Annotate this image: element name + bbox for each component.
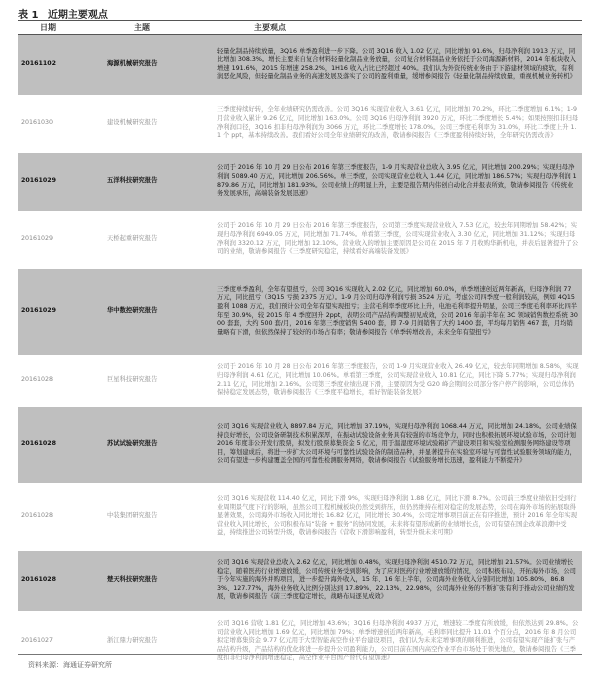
table-row (18, 35, 582, 95)
table-row (18, 211, 582, 269)
row-content: 公司于 2016 年 10 月 29 日公布 2016 年第三季度报告，公司第三季度实现营业收入 7.53 亿元，较去年同期增加 58.42%；实现归母净利润 6949.05 万元，同比增加 71.74%。单看第三季度，公司实现营业收入 3.30 亿元，同比增加 31.12%；实现归母净利润 3320.12 万元，同比增加 12.10%。营业收入的增加主要原因是公司在 2015 年 7 月收购华新机电，并表后显著提升了公司的业绩，敬请参阅报告《三季度研究稳定，持续看好高端装备发展》 (214, 211, 582, 269)
table-row (18, 269, 582, 355)
row-content: 公司 3Q16 营收 1.81 亿元，同比增加 43.6%；3Q16 归母净利润 4937 万元，增速较二季度有所放缓，但依然达到 29.8%。公司营业收入同比增加 1.69 亿元，同比增加 79%；单季增速创近两年新高，毛利率同比提升 11.01 个百分点，2016 年 8 月公司拟定增募集资金 9.77 亿元用于大型智能高空作业平台建设项目，我们认为未来定增事项的顺利推进，公司有望实现产能扩张与产品结构升级，产品结构的优化将进一步提升公司盈利能力，公司目前在国内高空作业平台市场处于领先地位，敬请参阅报告《三季度扣非归母净利润增速稳定，高空作业平台国产替代有望加速》 (214, 611, 582, 673)
header-date: 日期 (18, 21, 104, 35)
row-date: 20161102 (18, 35, 104, 95)
row-theme: 中装集团研究报告 (104, 483, 214, 551)
row-content: 三季度持续好转，全年业绩研究仍需改善。公司 3Q16 实现营业收入 3.61 亿元，同比增加 70.2%，环比二季度增加 6.1%；1-9 月营业收入累计 9.26 亿元，同比增加 163.0%。公司 3Q16 归母净利润 3920 万元，环比二季度增长 5.4%；如果按照扣非归母净利润口径，3Q16 扣非归母净利润为 3066 万元，环比二季度增长 178.0%。公司三季度毛利率为 31.0%，环比二季度上升 1.1 个 ppt，基本持续改善。我们看好公司全年业绩研究的改善，敬请参阅报告《三季度盈利持续好转，全年研究仍需改善》 (214, 95, 582, 153)
table-row (18, 95, 582, 153)
table-bottom-rule (18, 654, 582, 655)
row-date: 20161028 (18, 483, 104, 551)
row-content: 三季度单季盈利，全年有望扭亏，公司 3Q16 实现收入 2.02 亿元，同比增加 60.0%，单季增速创近两年新高，归母净利润 77 万元，同比扭亏（3Q15 亏损 2375 万元）。1-9 月公司归母净利润亏损 3524 万元，考虑公司四季度一般利润较高，例如 4Q15 盈利 1088 万元，我们预计公司全年有望实现扭亏；主营毛利率季度环比上升，电池毛利率提升明显，公司三季度毛利率环比四半年至 30.9%，较 2015 年 4 季度回升 2ppt，表明公司产品结构调整初见成效，公司 2016 年前半年在 3C 领域销售数控系统 3000 套套，大约 500 套/月，2016 年第三季度销售 5400 套，即 7-9 月间销售了大约 1400 套，平均每月销售 467 套，月均销量略有下滑，但依然保持了较好的市场占有率；敬请参阅报告《单季转增改善，未来全年有望扭亏》 (214, 269, 582, 355)
views-table (18, 20, 582, 673)
row-date: 20161028 (18, 551, 104, 611)
row-date: 20161027 (18, 611, 104, 673)
table-row (18, 355, 582, 407)
row-date: 20161029 (18, 211, 104, 269)
table-title (18, 6, 108, 21)
row-date: 20161029 (18, 153, 104, 211)
row-date: 20161028 (18, 407, 104, 483)
row-date: 20161028 (18, 355, 104, 407)
table-row (18, 407, 582, 483)
row-theme: 天桥起重研究报告 (104, 211, 214, 269)
row-date: 20161029 (18, 269, 104, 355)
row-theme: 浙江鼎力研究报告 (104, 611, 214, 673)
header-content: 主要观点 (214, 21, 582, 35)
table-title-text: 近期主要观点 (47, 10, 108, 21)
table-row (18, 551, 582, 611)
row-theme: 建设机械研究报告 (104, 95, 214, 153)
table-header (18, 21, 582, 35)
table-row (18, 153, 582, 211)
row-content: 公司于 2016 年 10 月 28 日公布 2016 年第三季度报告，公司 1-9 月实现营业收入 26.49 亿元，较去年同期增加 8.58%，实现归母净利润 4.61 亿元，同比增加 10.06%。单看第三季度，公司实现营业收入 10.81 亿元，同比下降 5.77%；实现归母净利润 2.11 亿元，同比增加 2.16%。公司第三季度业绩出现下滑，主要原因为受 G20 峰会期间公司部分客户停产的影响，公司总体仍保持稳定发展态势，敬请参阅报告《三季度平稳增长，看好智能装备发展》 (214, 355, 582, 407)
table-number: 表 1 (18, 10, 39, 21)
header-theme: 主题 (104, 21, 214, 35)
row-date: 20161030 (18, 95, 104, 153)
table-row (18, 483, 582, 551)
row-content: 轻量化制品持续放量，3Q16 单季盈利进一步下降。公司 3Q16 收入 1.02 亿元，同比增加 91.6%，归母净利润 1913 万元，同比增加 308.3%。增长主要来自复合材料轻量化制品业务放量，公司复合材料制品业务依托于公司海源新材料，2014 年板块收入增速 191.6%，2015 年增速 258.2%，1H16 收入占比已经超过 40%。我们认为外资传统业务由于下游建材领域的疲软，有利润恶化风险，但轻量化制品业务的高速发展及落实了公司的盈利重量，缓增参阅报告《轻量化制品持续放量，重视机械业务转机》 (214, 35, 582, 95)
source-note: 资料来源：海通证券研究所 (28, 661, 112, 669)
row-content: 公司于 2016 年 10 月 29 日公布 2016 年第三季度报告，1-9 月实现营业总收入 3.95 亿元，同比增加 200.29%；实现归母净利润 5089.40 万元，同比增加 206.56%。单三季度，公司实现营业总收入 1.44 亿元，同比增加 186.57%；实现归母净利润 1879.86 万元，同比增加 181.93%。公司业绩上的明显上升，主要是报告期内伟创自动化合并报表所致，敬请参阅报告《传统业务发展承压，高端装备发展迅速》 (214, 153, 582, 211)
row-theme: 华中数控研究报告 (104, 269, 214, 355)
row-theme: 巨星科技研究报告 (104, 355, 214, 407)
row-theme: 五洋科技研究报告 (104, 153, 214, 211)
row-content: 公司 3Q16 实现营业收入 8897.84 万元，同比增加 37.19%，实现归母净利润 1068.44 万元，同比增加 24.18%。公司业绩保持良好增长，公司设备研制技术积累深厚，在振动试验设备业务具有较强的市场竞争力，同时也积极拓展环境试验市场，公司计划 2016 年度非公开发行股票，拟发行股票募集资金 5 亿元，用于温湿度环境试验箱扩产建设项目和实验室检测服务网络建设等项目，筹划建成后，将进一步扩大公司环境与可靠性试验设备的制造品种，并显著提升在实验室环境与可靠性试验服务领域的能力，公司有望进一步构建覆盖全国的可靠性检测服务网络，敬请参阅报告《试验服务增长迅速，盈利能力不断提升》 (214, 407, 582, 483)
row-theme: 楚天科技研究报告 (104, 551, 214, 611)
row-theme: 苏试试验研究报告 (104, 407, 214, 483)
row-theme: 海源机械研究报告 (104, 35, 214, 95)
row-content: 公司 3Q16 实现营收 114.40 亿元，同比下滑 9%，实现归母净利润 1.88 亿元，同比下滑 8.7%。公司前三季度业绩依旧受到行业周期景气度下行的影响，虽然公司工程机械板块仍然受到挤压，但仍然维持在相对稳定的发展态势，公司在海外市场的拓展取得显著效果，公司海外市场收入同比增长 16.82 亿元，同比增长 30.4%，公司定增事项目前正在有序推进，预计 2016 年全年实现营业收入同比增长，公司积极布局“装备 + 服务”的协同发展，未来将有望形成新的业绩增长点，公司有望在国企改革浪潮中受益，持续推进公司转型升级，敬请参阅报告《营收下滑影响盈利，转型升级未来可期》 (214, 483, 582, 551)
row-content: 公司 3Q16 实现营业总收入 2.62 亿元，同比增加 0.48%，实现归母净利润 4510.72 万元，同比增加 21.57%。公司业绩增长稳定，随着医药行业增速放缓，公司传统业务受到影响，为了应对医药行业增速放缓的情况，公司积极布局，开拓海外市场，公司于今年实施的海外并购项目，进一步提升海外收入，15 年、16 年上半年，公司海外业务收入分别同比增加 105.80%、86.83%、127.77%，海外业务收入比例分别达到 17.89%、22.13%、22.98%，公司海外业务的不断扩张有利于推动公司业绩的发展，敬请参阅报告《前三季度稳定增长，战略布局逐见成效》 (214, 551, 582, 611)
